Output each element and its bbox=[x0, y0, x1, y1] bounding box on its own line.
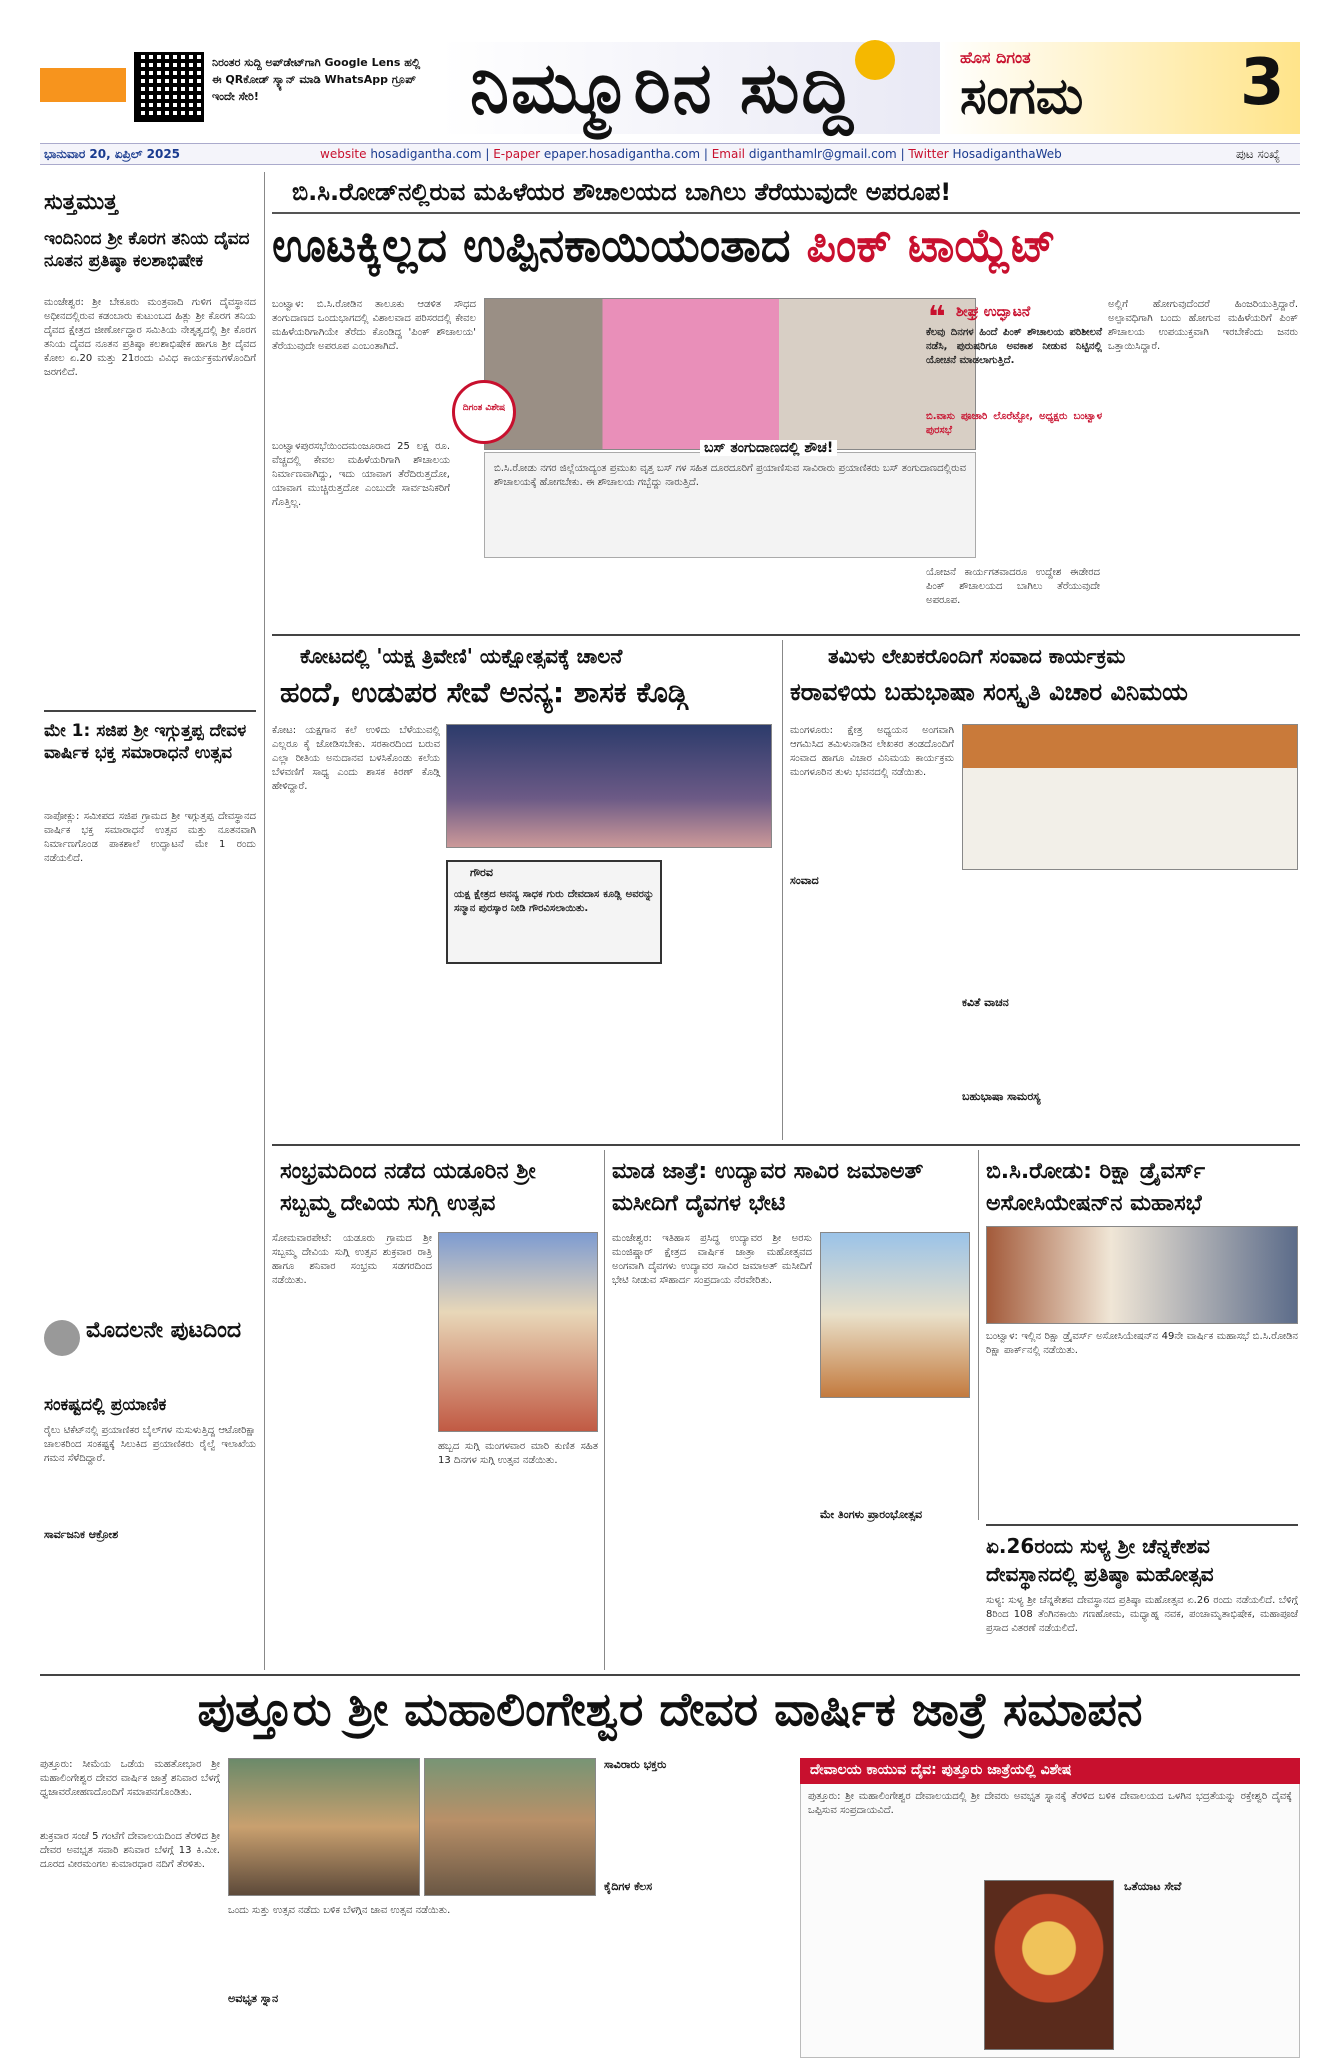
quote-icon: ❝ bbox=[928, 300, 946, 335]
qr-code[interactable] bbox=[134, 52, 204, 122]
temple-box-sub: ಒತೆಯಾಟ ಸೇವೆ bbox=[1124, 1880, 1182, 1893]
qr-instruction: ನಿರಂತರ ಸುದ್ದಿ ಅಪ್‌ಡೇಟ್‌ಗಾಗಿ Google Lens ಹಲ್ಲಿ ಈ QRಕೋಡ್ ಸ್ಕ್ಯಾನ್ ಮಾಡಿ WhatsApp ಗ್ರೂಪ್ ಇಂದೇ ಸೇರಿ! bbox=[212, 56, 421, 103]
tamil-sub2: ಕವಿತೆ ವಾಚನ bbox=[962, 996, 1009, 1009]
left-story1-body: ಮಂಜೇಶ್ವರ: ಶ್ರೀ ಬೇಕೂರು ಮಂತ್ರವಾದಿ ಗುಳಿಗ ದೈವಸ್ಥಾನದ ಅಧೀನದಲ್ಲಿರುವ ಕಡಂಬಾರು ಕುಟುಂಬದ ಹಿತ್ಲು ಶ್ರೀ ಕೊರಗ ತನಿಯ ದೈವದ ಕ್ಷೇತ್ರದ ಜೀರ್ಣೋದ್ಧಾರ ಸಮಿತಿಯ ನೇತೃತ್ವದಲ್ಲಿ ಶ್ರೀ ಕೊರಗ ತನಿಯ ದೈವದ ನೂತನ ಪ್ರತಿಷ್ಠಾ ಕಲಶಾಭಿಷೇಕ ಹಾಗೂ ಶ್ರೀ ದೈವದ ಕೋಲ ಏ.20 ಮತ್ತು 21ರಂದು ವಿವಿಧ ಕಾರ್ಯಕ್ರಮಗಳೊಂದಿಗೆ ಜರಗಲಿದೆ. bbox=[44, 297, 256, 378]
orange-accent-bar bbox=[40, 68, 126, 102]
top-story-body-right: ಅಲ್ಲಿಗೆ ಹೋಗುವುದೆಂದರೆ ಹಿಂಜರಿಯುತ್ತಿದ್ದಾರೆ. ಅಲ್ಪಾವಧಿಗಾಗಿ ಬಂದು ಹೋಗುವ ಮಹಿಳೆಯರಿಗೆ ಪಿಂಕ್ ಶೌಚಾಲಯ ಉಪಯುಕ್ತವಾಗಿ ಇರಬೇಕೆಂದು ಜನರು ಒತ್ತಾಯಿಸಿದ್ದಾರೆ. bbox=[1108, 299, 1298, 352]
pages-label: ಪುಟ ಸಂಖ್ಯೆ bbox=[1236, 147, 1280, 161]
left-story2-body: ನಾಪೋಕ್ಲು: ಸಮೀಪದ ಸಜಿಪ ಗ್ರಾಮದ ಶ್ರೀ ಇಗ್ಗುತ್ತಪ್ಪ ದೇವಸ್ಥಾನದ ವಾರ್ಷಿಕ ಭಕ್ತ ಸಮಾರಾಧನೆ ಉತ್ಸವ ಮತ್ತು ನೂತನವಾಗಿ ನಿರ್ಮಾಣಗೊಂಡ ಪಾಕಶಾಲೆ ಉದ್ಘಾಟನೆ ಮೇ 1 ರಂದು ನಡೆಯಲಿದೆ. bbox=[44, 811, 256, 864]
page-number: 3 bbox=[1240, 46, 1285, 120]
left-story2-headline[interactable]: ಮೇ 1: ಸಜಿಪ ಶ್ರೀ ಇಗ್ಗುತ್ತಪ್ಪ ದೇವಳ ವಾರ್ಷಿಕ ಭಕ್ತ ಸಮಾರಾಧನೆ ಉತ್ಸವ bbox=[44, 721, 247, 763]
divider bbox=[40, 1674, 1300, 1676]
puttur-caption: ಒಂದು ಸುತ್ತು ಉತ್ಸವ ನಡೆದು ಬಳಿಕ ಬೆಳಗ್ಗಿನ ಜಾವ ಉತ್ಸವ ನಡೆಯಿತು. bbox=[228, 1905, 451, 1916]
sullia-body: ಸುಳ್ಯ: ಸುಳ್ಯ ಶ್ರೀ ಚೆನ್ನಕೇಶವ ದೇವಸ್ಥಾನದ ಪ್ರತಿಷ್ಠಾ ಮಹೋತ್ಸವ ಏ.26 ರಂದು ನಡೆಯಲಿದೆ. ಬೆಳಿಗ್ಗೆ 8ರಿಂದ 108 ತೆಂಗಿನಕಾಯಿ ಗಣಹೋಮ, ಮಧ್ಯಾಹ್ನ ನವಕ, ಪಂಚಾಮೃತಾಭಿಷೇಕ, ಮಹಾಪೂಜೆ ಪ್ರಸಾದ ವಿತರಣೆ ನಡೆಯಲಿದೆ. bbox=[986, 1595, 1298, 1634]
rickshaw-headline[interactable]: ಬಿ.ಸಿ.ರೋಡು: ರಿಕ್ಷಾ ಡ್ರೈವರ್ಸ್ ಅಸೋಸಿಯೇಷನ್‌ನ ಮಹಾಸಭೆ bbox=[986, 1159, 1205, 1216]
tamil-body: ಮಂಗಳೂರು: ಕ್ಷೇತ್ರ ಅಧ್ಯಯನ ಅಂಗವಾಗಿ ಆಗಮಿಸಿದ ತಮಿಳುನಾಡಿನ ಲೇಖಕರ ತಂಡದೊಂದಿಗೆ ಸಂವಾದ ಹಾಗೂ ವಿಚಾರ ವಿನಿಮಯ ಕಾರ್ಯಕ್ರಮ ಮಂಗಳೂರಿನ ತುಳು ಭವನದಲ್ಲಿ ನಡೆಯಿತು. bbox=[790, 725, 954, 778]
rickshaw-photo bbox=[986, 1226, 1298, 1324]
column-divider bbox=[978, 1150, 979, 1520]
top-story-body-left: ಬಂಟ್ವಾಳ: ಬಿ.ಸಿ.ರೋಡಿನ ತಾಲೂಕು ಆಡಳಿತ ಸೌಧದ ತಂಗುದಾಣದ ಒಂದುಭಾಗದಲ್ಲಿ ವಿಶಾಲವಾದ ಪರಿಸರದಲ್ಲಿ ಕೇವಲ ಮಹಿಳೆಯರಿಗಾಗಿಯೇ ತೆರೆದು ಕೊಂಡಿದ್ದ 'ಪಿಂಕ್ ಶೌಚಾಲಯ' ತೆರೆಯುವುದೇ ಅಪರೂಪ ಎಂಬಂತಾಗಿದೆ. bbox=[272, 299, 476, 352]
brand-logo: ಹೊಸ ದಿಗಂತ bbox=[960, 48, 1031, 67]
mada-body: ಮಂಜೇಶ್ವರ: ಇತಿಹಾಸ ಪ್ರಸಿದ್ಧ ಉದ್ಯಾವರ ಶ್ರೀ ಅರಸು ಮಂಜಿಷ್ಣಾರ್ ಕ್ಷೇತ್ರದ ವಾರ್ಷಿಕ ಜಾತ್ರಾ ಮಹೋತ್ಸವದ ಅಂಗವಾಗಿ ದೈವಗಳು ಉದ್ಯಾವರ ಸಾವಿರ ಜಮಾಅತ್ ಮಸೀದಿಗೆ ಭೇಟಿ ನೀಡುವ ಸೌಹಾರ್ದ ಸಂಪ್ರದಾಯ ನೆರವೇರಿತು. bbox=[612, 1233, 812, 1286]
yaduru-photo bbox=[438, 1232, 598, 1432]
left-story1-headline[interactable]: ಇಂದಿನಿಂದ ಶ್ರೀ ಕೊರಗ ತನಿಯ ದೈವದ ನೂತನ ಪ್ರತಿಷ್ಠಾ ಕಲಶಾಭಿಷೇಕ bbox=[44, 229, 250, 271]
deity-photo bbox=[984, 1880, 1114, 2050]
bus-box-title: ಬಸ್ ತಂಗುದಾಣದಲ್ಲಿ ಶೌಚ! bbox=[700, 440, 837, 456]
top-story-body-bottom: ಯೋಜನೆ ಕಾರ್ಯಗತವಾದರೂ ಉದ್ದೇಶ ಈಡೇರದ ಪಿಂಕ್ ಶೌಚಾಲಯದ ಬಾಗಿಲು ತೆರೆಯುವುದೇ ಅಪರೂಪ. bbox=[926, 567, 1100, 606]
pencil-icon bbox=[44, 1320, 80, 1356]
temple-box-title: ದೇವಾಲಯ ಕಾಯುವ ದೈವ: ಪುತ್ತೂರು ಜಾತ್ರೆಯಲ್ಲಿ ವಿಶೇಷ bbox=[800, 1758, 1300, 1784]
rickshaw-body: ಬಂಟ್ವಾಳ: ಇಲ್ಲಿನ ರಿಕ್ಷಾ ಡ್ರೈವರ್ಸ್ ಅಸೋಸಿಯೇಷನ್‌ನ 49ನೇ ವಾರ್ಷಿಕ ಮಹಾಸಭೆ ಬಿ.ಸಿ.ರೋಡಿನ ರಿಕ್ಷಾ ಪಾರ್ಕ್‌ನಲ್ಲಿ ನಡೆಯಿತು. bbox=[986, 1331, 1298, 1356]
tamil-sub3: ಬಹುಭಾಷಾ ಸಾಮರಸ್ಯ bbox=[962, 1090, 1041, 1103]
info-bar bbox=[40, 143, 1300, 165]
puttur-headline[interactable]: ಪುತ್ತೂರು ಶ್ರೀ ಮಹಾಲಿಂಗೇಶ್ವರ ದೇವರ ವಾರ್ಷಿಕ ಜಾತ್ರೆ ಸಮಾಪನ bbox=[197, 1682, 1143, 1736]
mada-photo bbox=[820, 1232, 970, 1398]
pink-toilet-photo bbox=[484, 298, 976, 450]
special-badge: ದಿಗಂತ ವಿಶೇಷ bbox=[452, 380, 516, 444]
puttur-body: ಪುತ್ತೂರು: ಸೀಮೆಯ ಒಡೆಯ ಮಹತೋಭಾರ ಶ್ರೀ ಮಹಾಲಿಂಗೇಶ್ವರ ದೇವರ ವಾರ್ಷಿಕ ಜಾತ್ರೆ ಶನಿವಾರ ಬೆಳಗ್ಗೆ ಧ್ವಜಾವರೋಹಣದೊಂದಿಗೆ ಸಮಾಪನಗೊಂಡಿತು. bbox=[40, 1759, 220, 1798]
tamil-kicker: ತಮಿಳು ಲೇಖಕರೊಂದಿಗೆ ಸಂವಾದ ಕಾರ್ಯಕ್ರಮ bbox=[828, 644, 1126, 668]
yaksha-body: ಕೋಟ: ಯಕ್ಷಗಾನ ಕಲೆ ಉಳಿದು ಬೆಳೆಯುವಲ್ಲಿ ಎಲ್ಲರೂ ಕೈ ಜೋಡಿಸಬೇಕು. ಸರಕಾರದಿಂದ ಬರುವ ಎಲ್ಲಾ ರೀತಿಯ ಅನುದಾನವ ಬಳಸಿಕೊಂಡು ಕಲೆಯ ಬೆಳವಣಿಗೆ ಸಾಧ್ಯ ಎಂದು ಶಾಸಕ ಕಿರಣ್ ಕೊಡ್ಗಿ ಹೇಳಿದ್ದಾರೆ. bbox=[272, 725, 440, 792]
email-link[interactable]: diganthamlr@gmail.com bbox=[748, 147, 897, 161]
yaksha-headline[interactable]: ಹಂದೆ, ಉಡುಪರ ಸೇವೆ ಅನನ್ಯ: ಶಾಸಕ ಕೊಡ್ಗಿ bbox=[280, 676, 688, 709]
tamil-photo bbox=[962, 724, 1298, 870]
puttur-sub1: ಸಾವಿರಾರು ಭಕ್ತರು bbox=[604, 1758, 667, 1771]
puttur-photo-1 bbox=[228, 1758, 420, 1896]
puttur-body2: ಶುಕ್ರವಾರ ಸಂಜೆ 5 ಗಂಟೆಗೆ ದೇವಾಲಯದಿಂದ ತೆರಳಿದ ಶ್ರೀ ದೇವರ ಅವಭೃತ ಸವಾರಿ ಶನಿವಾರ ಬೆಳಗ್ಗೆ 13 ಕಿ.ಮೀ. ದೂರದ ವೀರಮಂಗಲ ಕುಮಾರಧಾರ ನದಿಗೆ ತೆರಳಿತು. bbox=[40, 1831, 220, 1870]
mada-headline[interactable]: ಮಾಡ ಜಾತ್ರೆ: ಉದ್ಯಾವರ ಸಾವಿರ ಜಮಾಅತ್ ಮಸೀದಿಗೆ ದೈವಗಳ ಭೇಟಿ bbox=[612, 1159, 924, 1216]
issue-date: ಭಾನುವಾರ 20, ಏಪ್ರಿಲ್ 2025 bbox=[44, 147, 181, 161]
column-logo: ಸುತ್ತಮುತ್ತ bbox=[44, 190, 118, 215]
top-story-body-left2: ಬಂಟ್ವಾಳಪುರಸಭೆಯಿಂದಮಂಜೂರಾದ 25 ಲಕ್ಷ ರೂ. ವೆಚ್ಚದಲ್ಲಿ ಕೇವಲ ಮಹಿಳೆಯರಿಗಾಗಿ ಶೌಚಾಲಯ ನಿರ್ಮಾಣವಾಗಿದ್ದು, ಇದು ಯಾವಾಗ ತೆರೆದಿರುತ್ತದೋ, ಯಾವಾಗ ಮುಚ್ಚಿರುತ್ತದೋ ಎಂಬುದೇ ಸಾರ್ವಜನಿಕರಿಗೆ ಗೊತ್ತಿಲ್ಲ. bbox=[272, 441, 450, 508]
yaduru-caption: ಹಬ್ಬದ ಸುಗ್ಗಿ ಮಂಗಳವಾರ ಮಾರಿ ಕುಣಿತ ಸಹಿತ 13 ದಿನಗಳ ಸುಗ್ಗಿ ಉತ್ಸವ ನಡೆಯಿತು. bbox=[438, 1441, 598, 1466]
puttur-sub3: ಅವಭೃತ ಸ್ನಾನ bbox=[228, 1992, 279, 2005]
headline-pink: ಪಿಂಕ್ ಟಾಯ್ಲೆಟ್ bbox=[806, 218, 1056, 272]
quote-head: ಶೀಘ್ರ ಉದ್ಘಾಟನೆ bbox=[956, 304, 1031, 320]
top-story-kicker: ಬಿ.ಸಿ.ರೋಡ್‌ನಲ್ಲಿರುವ ಮಹಿಳೆಯರ ಶೌಚಾಲಯದ ಬಾಗಿಲು ತೆರೆಯುವುದೇ ಅಪರೂಪ! bbox=[292, 178, 952, 206]
bus-box-body: ಬಿ.ಸಿ.ರೋಡು ನಗರ ಜಿಲ್ಲೆಯಾದ್ಯಂತ ಪ್ರಮುಖ ವೃತ್ತ ಬಸ್ ಗಳ ಸಹಿತ ದೂರದೂರಿಗೆ ಪ್ರಯಾಣಿಸುವ ಸಾವಿರಾರು ಪ್ರಯಾಣಿಕರು ಬಸ್ ತಂಗುದಾಣದಲ್ಲಿರುವ ಶೌಚಾಲಯಕ್ಕೆ ಹೋಗಬೇಕು. ಈ ಶೌಚಾಲಯ ಗಬ್ಬೆದ್ದು ನಾರುತ್ತಿದೆ. bbox=[494, 463, 966, 488]
puttur-sub2: ಕೈದಿಗಳ ಕೆಲಸ bbox=[604, 1880, 653, 1893]
temple-box-body: ಪುತ್ತೂರು: ಶ್ರೀ ಮಹಾಲಿಂಗೇಶ್ವರ ದೇವಾಲಯದಲ್ಲಿ ಶ್ರೀ ದೇವರು ಅವಭೃತ ಸ್ನಾನಕ್ಕೆ ತೆರಳಿದ ಬಳಿಕ ದೇವಾಲಯದ ಒಳಗಿನ ಭದ್ರತೆಯನ್ನು ರಕ್ತೇಶ್ವರಿ ದೈವಕ್ಕೆ ಒಪ್ಪಿಸುವ ಸಂಪ್ರದಾಯವಿದೆ. bbox=[808, 1791, 1292, 1816]
left-story3-headline[interactable]: ಸಂಕಷ್ಟದಲ್ಲಿ ಪ್ರಯಾಣಿಕ bbox=[44, 1395, 167, 1415]
column-divider bbox=[604, 1150, 605, 1670]
email-label: Email bbox=[711, 147, 745, 161]
column-divider bbox=[782, 640, 783, 1140]
first-page-box-title: ಮೊದಲನೇ ಪುಟದಿಂದ bbox=[86, 1318, 242, 1343]
contact-line: website hosadigantha.com | E-paper epaper.hosadigantha.com | Email diganthamlr@gmail.com | Twitter HosadiganthaWeb bbox=[320, 147, 1062, 161]
headline-main: ಊಟಕ್ಕಿಲ್ಲದ ಉಪ್ಪಿನಕಾಯಿಯಂತಾದ bbox=[272, 218, 791, 272]
quote-byline: ಬಿ.ವಾಸು ಪೂಜಾರಿ ಲೊರೆಟ್ಟೋ, ಅಧ್ಯಕ್ಷರು ಬಂಟ್ವಾಳ ಪುರಸಭೆ bbox=[926, 411, 1102, 436]
divider bbox=[44, 710, 256, 712]
epaper-link[interactable]: epaper.hosadigantha.com bbox=[543, 147, 701, 161]
column-divider bbox=[264, 172, 265, 1670]
top-story-headline[interactable] bbox=[272, 218, 1056, 274]
sullia-headline[interactable]: ಏ.26ರಂದು ಸುಳ್ಯ ಶ್ರೀ ಚೆನ್ನಕೇಶವ ದೇವಸ್ಥಾನದಲ್ಲಿ ಪ್ರತಿಷ್ಠಾ ಮಹೋತ್ಸವ bbox=[986, 1534, 1214, 1586]
yaksha-kicker: ಕೋಟದಲ್ಲಿ 'ಯಕ್ಷ ತ್ರಿವೇಣಿ' ಯಕ್ಷೋತ್ಸವಕ್ಕೆ ಚಾಲನೆ bbox=[300, 644, 623, 668]
puttur-photo-2 bbox=[424, 1758, 596, 1896]
mada-sub: ಮೇ ತಿಂಗಳು ಪ್ರಾರಂಭೋತ್ಸವ bbox=[820, 1508, 923, 1521]
tamil-sub1: ಸಂವಾದ bbox=[790, 874, 819, 887]
quote-body: ಕೆಲವು ದಿನಗಳ ಹಿಂದೆ ಪಿಂಕ್ ಶೌಚಾಲಯ ಪರಿಶೀಲನೆ ನಡೆಸಿ, ಪುರುಷರಿಗೂ ಅವಕಾಶ ನೀಡುವ ನಿಟ್ಟಿನಲ್ಲಿ ಯೋಚನೆ ಮಾಡಲಾಗುತ್ತಿದೆ. bbox=[926, 327, 1102, 366]
tamil-headline[interactable]: ಕರಾವಳಿಯ ಬಹುಭಾಷಾ ಸಂಸ್ಕೃತಿ ವಿಚಾರ ವಿನಿಮಯ bbox=[790, 678, 1188, 706]
twitter-label: Twitter bbox=[908, 147, 949, 161]
website-link[interactable]: hosadigantha.com bbox=[370, 147, 482, 161]
website-label: website bbox=[320, 147, 367, 161]
honor-head: ಗೌರವ bbox=[470, 866, 493, 879]
left-subhead: ಸಾರ್ವಜನಿಕ ಆಕ್ರೋಶ bbox=[44, 1528, 119, 1541]
yaksha-photo bbox=[446, 724, 772, 848]
masthead-title: ನಿಮ್ಮೂರಿನ ಸುದ್ದಿ bbox=[470, 46, 855, 129]
honor-body: ಯಕ್ಷ ಕ್ಷೇತ್ರದ ಅನನ್ಯ ಸಾಧಕ ಗುರು ದೇವದಾಸ ಕೂಡ್ಲಿ ಅವರನ್ನು ಸನ್ಮಾನ ಪುರಸ್ಕಾರ ನೀಡಿ ಗೌರವಿಸಲಾಯಿತು. bbox=[454, 889, 654, 914]
divider bbox=[272, 1144, 1300, 1146]
divider bbox=[986, 1524, 1298, 1526]
left-story3-body: ರೈಲು ಟಿಕೆಟ್‌ನಲ್ಲಿ ಪ್ರಯಾಣಿಕರ ಬೈಲ್‌ಗಳ ನುಸುಳುತ್ತಿದ್ದ ಆಟೋರಿಕ್ಷಾ ಚಾಲಕರಿಂದ ಸಂಕಷ್ಟಕ್ಕೆ ಸಿಲುಕಿದ ಪ್ರಯಾಣಿಕರು ರೈಲ್ವೆ ಇಲಾಖೆಯ ಗಮನ ಸೆಳೆದಿದ್ದಾರೆ. bbox=[44, 1425, 256, 1464]
twitter-link[interactable]: HosadiganthaWeb bbox=[952, 147, 1062, 161]
epaper-label: E-paper bbox=[493, 147, 541, 161]
section-title: ಸಂಗಮ bbox=[960, 66, 1084, 125]
divider bbox=[272, 634, 1300, 636]
yaduru-headline[interactable]: ಸಂಭ್ರಮದಿಂದ ನಡೆದ ಯಡೂರಿನ ಶ್ರೀ ಸಬ್ಬಮ್ಮ ದೇವಿಯ ಸುಗ್ಗಿ ಉತ್ಸವ bbox=[280, 1159, 536, 1216]
yaduru-body: ಸೋಮವಾರಪೇಟೆ: ಯಡೂರು ಗ್ರಾಮದ ಶ್ರೀ ಸಬ್ಬಮ್ಮ ದೇವಿಯ ಸುಗ್ಗಿ ಉತ್ಸವ ಶುಕ್ರವಾರ ರಾತ್ರಿ ಹಾಗೂ ಶನಿವಾರ ಸಂಭ್ರಮ ಸಡಗರದಿಂದ ನಡೆಯಿತು. bbox=[272, 1233, 432, 1286]
